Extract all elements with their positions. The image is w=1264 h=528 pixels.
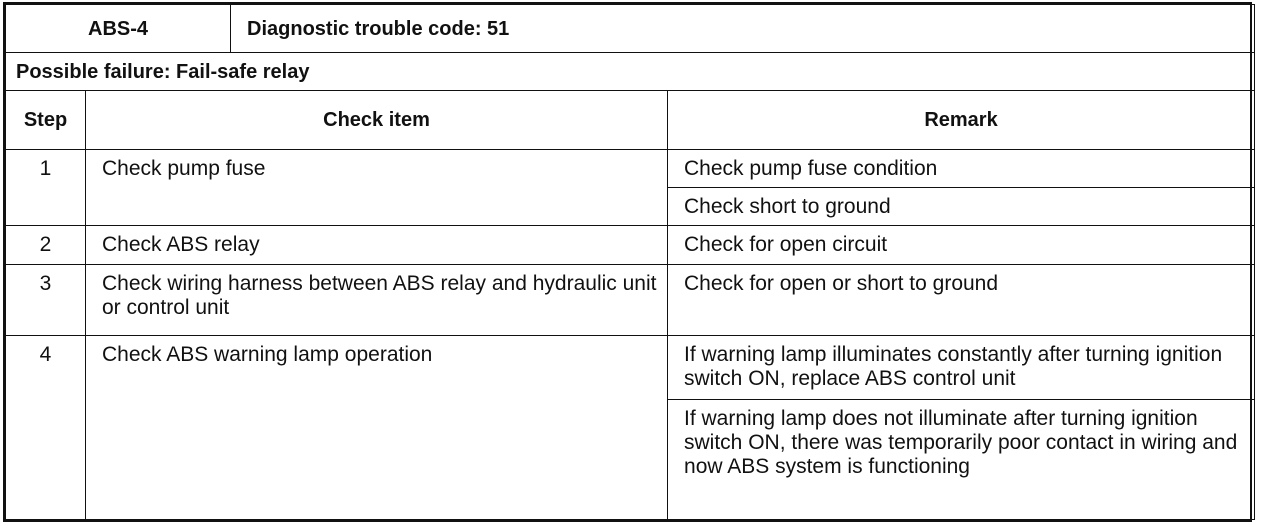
table-row — [6, 226, 1255, 265]
column-header-step: Step — [6, 91, 86, 150]
column-header-check-item: Check item — [86, 91, 668, 150]
step-number: 3 — [6, 265, 86, 336]
possible-failure: Possible failure: Fail-safe relay — [6, 53, 1255, 91]
check-item: Check ABS warning lamp operation — [86, 336, 668, 520]
remark: Check short to ground — [668, 188, 1255, 226]
check-item: Check wiring harness between ABS relay and hydraulic unit or control unit — [86, 265, 668, 336]
step-number: 1 — [6, 150, 86, 226]
remark: Check pump fuse condition — [668, 150, 1255, 188]
header-row — [6, 5, 1255, 53]
step-number: 4 — [6, 336, 86, 520]
dtc-title: Diagnostic trouble code: 51 — [231, 5, 1255, 53]
diagnostic-table-sheet — [3, 2, 1252, 522]
remark: Check for open circuit — [668, 226, 1255, 265]
step-number: 2 — [6, 226, 86, 265]
section-code: ABS-4 — [6, 5, 231, 53]
check-item: Check ABS relay — [86, 226, 668, 265]
table-row — [6, 265, 1255, 336]
remark: Check for open or short to ground — [668, 265, 1255, 336]
failure-row — [6, 53, 1255, 91]
diagnostic-table — [5, 4, 1255, 520]
column-header-row — [6, 91, 1255, 150]
table-row — [6, 150, 1255, 188]
remark: If warning lamp illuminates constantly after turning ignition switch ON, replace ABS control unit — [668, 336, 1255, 400]
column-header-remark: Remark — [668, 91, 1255, 150]
remark: If warning lamp does not illuminate after turning ignition switch ON, there was temporarily poor contact in wiring and now ABS system is functioning — [668, 400, 1255, 520]
check-item: Check pump fuse — [86, 150, 668, 226]
table-row — [6, 336, 1255, 400]
